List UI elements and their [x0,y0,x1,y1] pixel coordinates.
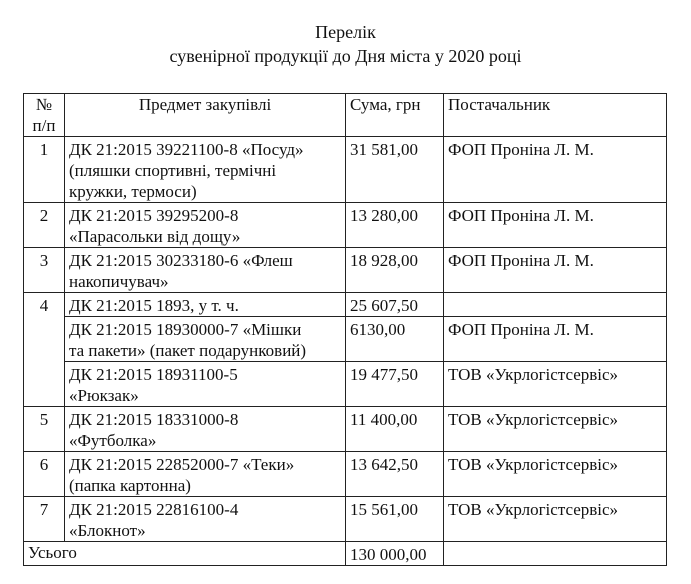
table-row [24,137,667,203]
item-line: ДК 21:2015 30233180-6 «Флеш [69,251,293,270]
row-sum: 25 607,50 [346,293,444,317]
procurement-table [23,93,667,566]
row-sum: 18 928,00 [346,248,444,293]
item-line: «Блокнот» [69,521,146,540]
row-item [65,137,346,203]
item-line: ДК 21:2015 39295200-8 [69,206,239,225]
row-sum: 31 581,00 [346,137,444,203]
row-supplier: ФОП Проніна Л. М. [444,203,667,248]
row-item [65,452,346,497]
row-sum: 6130,00 [346,317,444,362]
item-line: ДК 21:2015 1893, у т. ч. [69,296,239,315]
item-line: накопичувач» [69,272,169,291]
table-header-row [24,94,667,137]
table-row [24,407,667,452]
header-supplier: Постачальник [444,94,667,137]
row-sum: 13 280,00 [346,203,444,248]
item-line: ДК 21:2015 18931100-5 [69,365,238,384]
row-sum: 13 642,50 [346,452,444,497]
header-sum: Сума, грн [346,94,444,137]
row-num: 2 [24,203,65,248]
table-row [24,203,667,248]
item-line: ДК 21:2015 39221100-8 «Посуд» [69,140,304,159]
item-line: «Рюкзак» [69,386,139,405]
header-num [24,94,65,137]
row-num: 3 [24,248,65,293]
total-sum: 130 000,00 [346,542,444,566]
row-item [65,248,346,293]
item-line: «Парасольки від дощу» [69,227,241,246]
row-num: 7 [24,497,65,542]
document-title: Перелік [315,22,376,42]
item-line: кружки, термоси) [69,182,197,201]
header-num-line2: п/п [32,116,56,135]
row-num: 6 [24,452,65,497]
row-num: 4 [24,293,65,407]
item-line: ДК 21:2015 18930000-7 «Мішки [69,320,302,339]
total-label: Усього [24,542,346,566]
row-num: 1 [24,137,65,203]
row-supplier: ФОП Проніна Л. М. [444,317,667,362]
item-line: ДК 21:2015 18331000-8 [69,410,239,429]
row-item [65,317,346,362]
row-supplier [444,293,667,317]
row-item [65,362,346,407]
item-line: (папка картонна) [69,476,191,495]
total-supplier-empty [444,542,667,566]
item-line: ДК 21:2015 22852000-7 «Теки» [69,455,295,474]
table-row [24,293,667,317]
row-sum: 15 561,00 [346,497,444,542]
row-num: 5 [24,407,65,452]
table-row [24,452,667,497]
table-row [24,317,667,362]
item-line: та пакети» (пакет подарунковий) [69,341,307,360]
document-subtitle: сувенірної продукції до Дня міста у 2020 році [169,46,522,66]
table-row [24,248,667,293]
table-row [24,362,667,407]
row-sum: 11 400,00 [346,407,444,452]
row-item [65,293,346,317]
row-supplier: ФОП Проніна Л. М. [444,248,667,293]
item-line: (пляшки спортивні, термічні [69,161,277,180]
row-supplier: ТОВ «Укрлогістсервіс» [444,407,667,452]
row-supplier: ТОВ «Укрлогістсервіс» [444,452,667,497]
header-item: Предмет закупівлі [65,94,346,137]
row-item [65,497,346,542]
row-item [65,407,346,452]
header-num-line1: № [35,95,53,114]
item-line: «Футболка» [69,431,157,450]
row-supplier: ТОВ «Укрлогістсервіс» [444,362,667,407]
row-supplier: ФОП Проніна Л. М. [444,137,667,203]
total-row [24,542,667,566]
row-item [65,203,346,248]
row-supplier: ТОВ «Укрлогістсервіс» [444,497,667,542]
item-line: ДК 21:2015 22816100-4 [69,500,239,519]
row-sum: 19 477,50 [346,362,444,407]
table-row [24,497,667,542]
